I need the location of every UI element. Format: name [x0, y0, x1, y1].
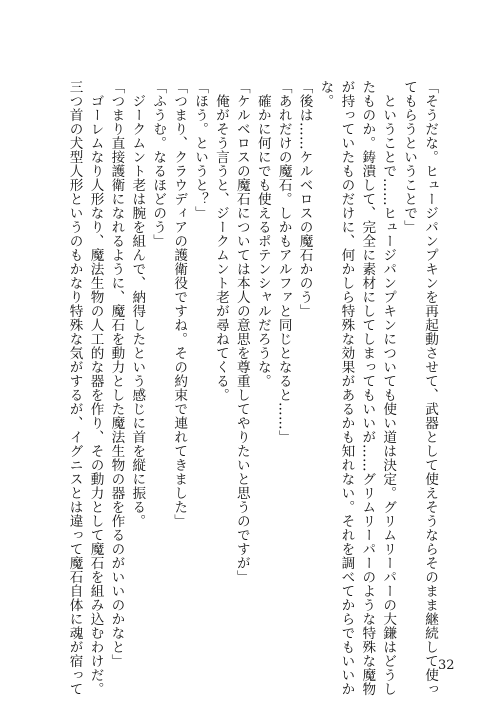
text-line: たものか。鋳潰して、完全に素材にしてしまってもいいが……グリムリーパーのような特殊な魔物 [359, 80, 376, 696]
text-line: 「そうだな。ヒュージパンプキンを再起動させて、武器として使えそうならそのまま継続して使っ [422, 80, 438, 696]
text-line: な。 [317, 80, 334, 108]
text-line: ということで……ヒュージパンプキンについても使い道は決定。グリムリーパーの大鎌はどうし [380, 80, 397, 696]
text-line: 確かに何にでも使えるポテンシャルだろうな。 [254, 80, 271, 388]
text-line: が持っていたものだけに、何かしら特殊な効果があるかも知れない。それを調べてからでもいいか [338, 80, 355, 696]
text-line: 「ふうむ。なるほどのう」 [150, 80, 167, 248]
text-line: 「後は……ケルベロスの魔石かのう」 [296, 80, 313, 318]
text-line: ゴーレムなり人形なり、魔法生物の人工的な器を作り、その動力として魔石を組み込むわけだ。 [87, 80, 104, 696]
text-line: ジークムント老は腕を組んで、納得したという感じに首を縦に振る。 [129, 80, 146, 528]
text-line: 「ほう。というと？」 [192, 80, 209, 220]
text-line: 「ケルベロスの魔石については本人の意思を尊重してやりたいと思うのですが」 [233, 80, 250, 584]
text-line: 「つまり、クラウディアの護衛役ですね。その約束で連れてきました」 [171, 80, 188, 528]
text-line: てもらうということで」 [401, 80, 418, 234]
text-line: 「あれだけの魔石。しかもアルファと同じとなると……」 [275, 80, 292, 444]
text-line: 俺がそう言うと、ジークムント老が尋ねてくる。 [212, 80, 229, 402]
text-line: 「つまり直接護衛になれるように、魔石を動力とした魔法生物の器を作るのがいいのかなと」 [108, 80, 125, 668]
page-number: 32 [438, 658, 455, 673]
vertical-text-body [64, 80, 440, 696]
text-line: 三つ首の犬型人形というのもかなり特殊な気がするが、イグニスとは違って魔石自体に魂が宿って [66, 80, 83, 696]
